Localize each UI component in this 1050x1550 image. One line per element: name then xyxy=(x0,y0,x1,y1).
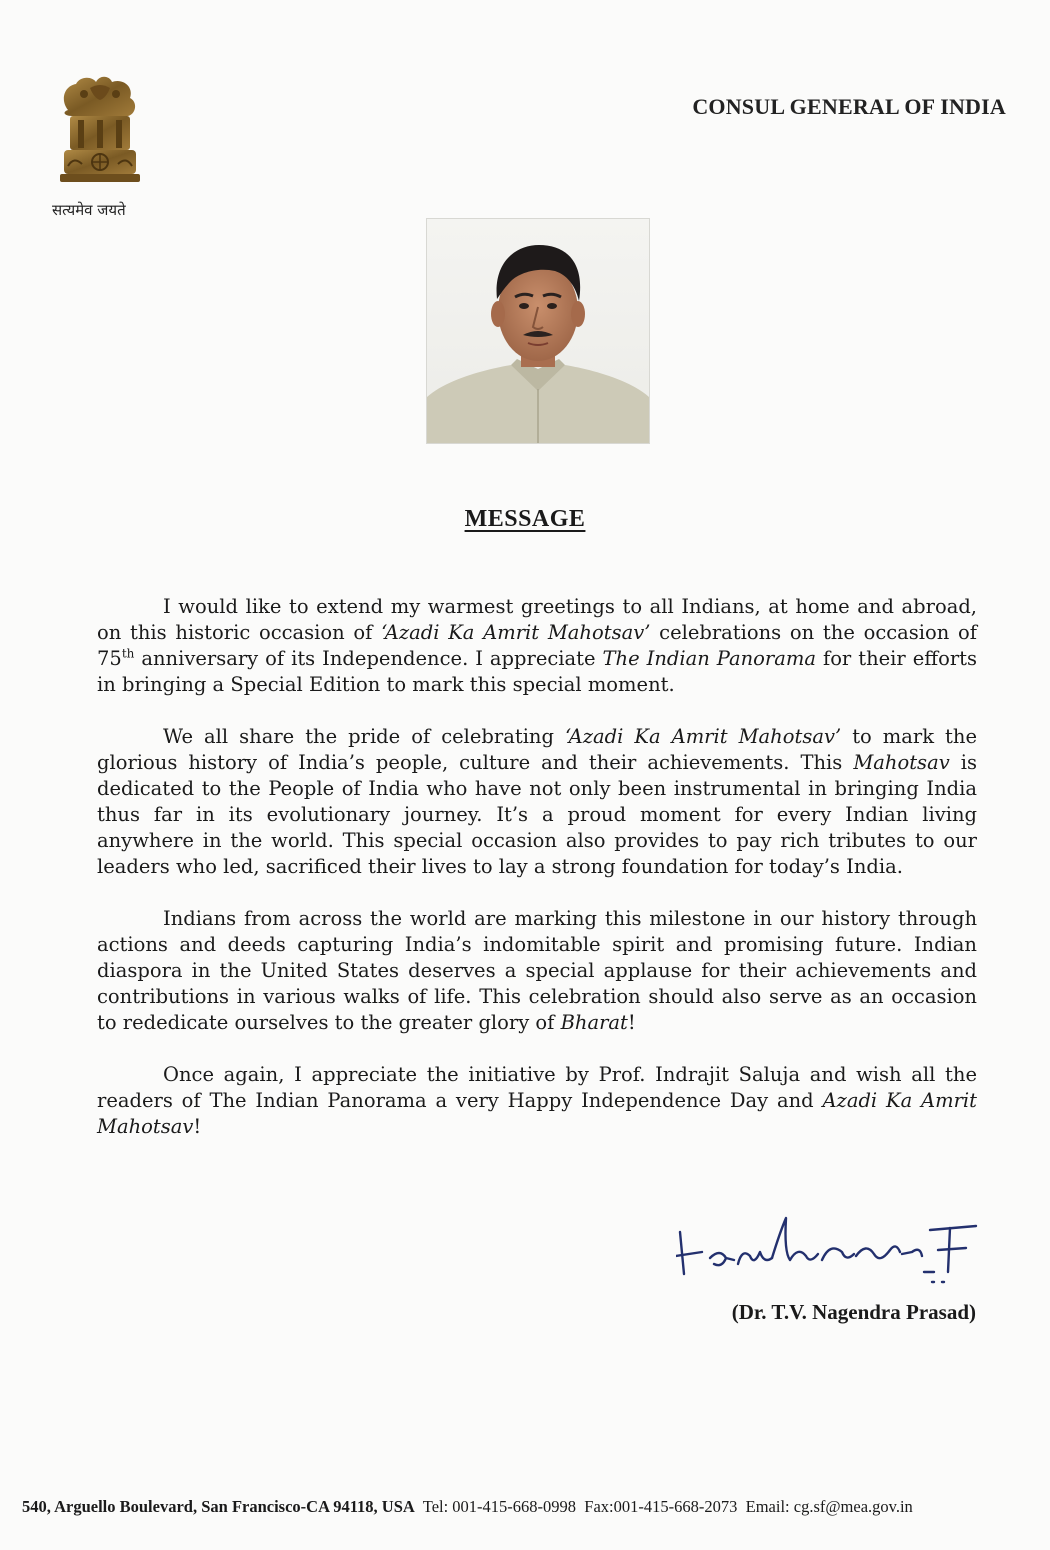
message-paragraph-4 xyxy=(97,1062,977,1140)
footer-tel: Tel: 001-415-668-0998 xyxy=(422,1497,577,1516)
office-title: CONSUL GENERAL OF INDIA xyxy=(692,94,1006,119)
p1-text-a: I would like to extend my warmest greetings to all Indians, at home and abroad, on this historic occasion of xyxy=(97,595,977,644)
message-paragraph-2 xyxy=(97,724,977,880)
message-body xyxy=(97,594,977,1166)
footer-contact xyxy=(22,1497,1032,1517)
handwritten-signature xyxy=(676,1212,986,1292)
p2-text-e: is dedicated to the People of India who have not only been instrumental in bringing India thus far in its evolutionary journey. It’s a proud moment for every Indian living anywhere in the world. This special occasion also provides to pay rich tributes to our leaders who led, sacrificed their lives to lay a strong foundation for today’s India. xyxy=(97,751,977,878)
p4-text-a: Once again, I appreciate the initiative by Prof. Indrajit Saluja and wish all the readers of The Indian Panorama a very Happy Independence Day and xyxy=(97,1063,977,1112)
signatory-name: (Dr. T.V. Nagendra Prasad) xyxy=(731,1300,976,1324)
p1-text-c: celebrations on the occasion of 75 xyxy=(97,621,978,670)
footer-email: Email: cg.sf@mea.gov.in xyxy=(745,1497,913,1516)
p2-text-a: We all share the pride of celebrating xyxy=(163,725,565,748)
message-heading xyxy=(0,506,1050,533)
footer-address: 540, Arguello Boulevard, San Francisco-CA 94118, USA xyxy=(22,1497,415,1516)
message-paragraph-1 xyxy=(97,594,977,698)
message-heading-text: MESSAGE xyxy=(464,506,586,532)
p3-text-c: ! xyxy=(627,1011,636,1034)
p4-text-c: ! xyxy=(193,1115,202,1138)
message-paragraph-3 xyxy=(97,906,977,1036)
p3-text-a: Indians from across the world are marking this milestone in our history through actions and deeds capturing India’s indomitable spirit and promising future. Indian diaspora in the United States deserves a special applause for their achievements and contributions in various walks of life. This celebration should also serve as an occasion to rededicate ourselves to the greater glory of xyxy=(97,907,977,1034)
portrait-photo xyxy=(426,218,650,444)
p1-text-f: for their efforts in bringing a Special Edition to mark this special moment. xyxy=(97,647,978,696)
p1-text-d: anniversary of its Independence. I appreciate xyxy=(134,647,603,670)
p1-text-b: ‘Azadi Ka Amrit Mahotsav’ xyxy=(381,621,651,644)
p2-text-b: ‘Azadi Ka Amrit Mahotsav’ xyxy=(565,725,842,748)
emblem-motto: सत्यमेव जयते xyxy=(52,201,126,219)
p2-text-c: to mark the glorious history of India’s people, culture and their achievements. This xyxy=(97,725,977,774)
p1-superscript: th xyxy=(121,646,135,661)
p3-text-b: Bharat xyxy=(560,1011,628,1034)
p1-text-e: The Indian Panorama xyxy=(602,647,816,670)
footer-fax: Fax:001-415-668-2073 xyxy=(584,1497,738,1516)
p4-text-b: Azadi Ka Amrit Mahotsav xyxy=(97,1089,977,1138)
p2-text-d: Mahotsav xyxy=(853,751,950,774)
